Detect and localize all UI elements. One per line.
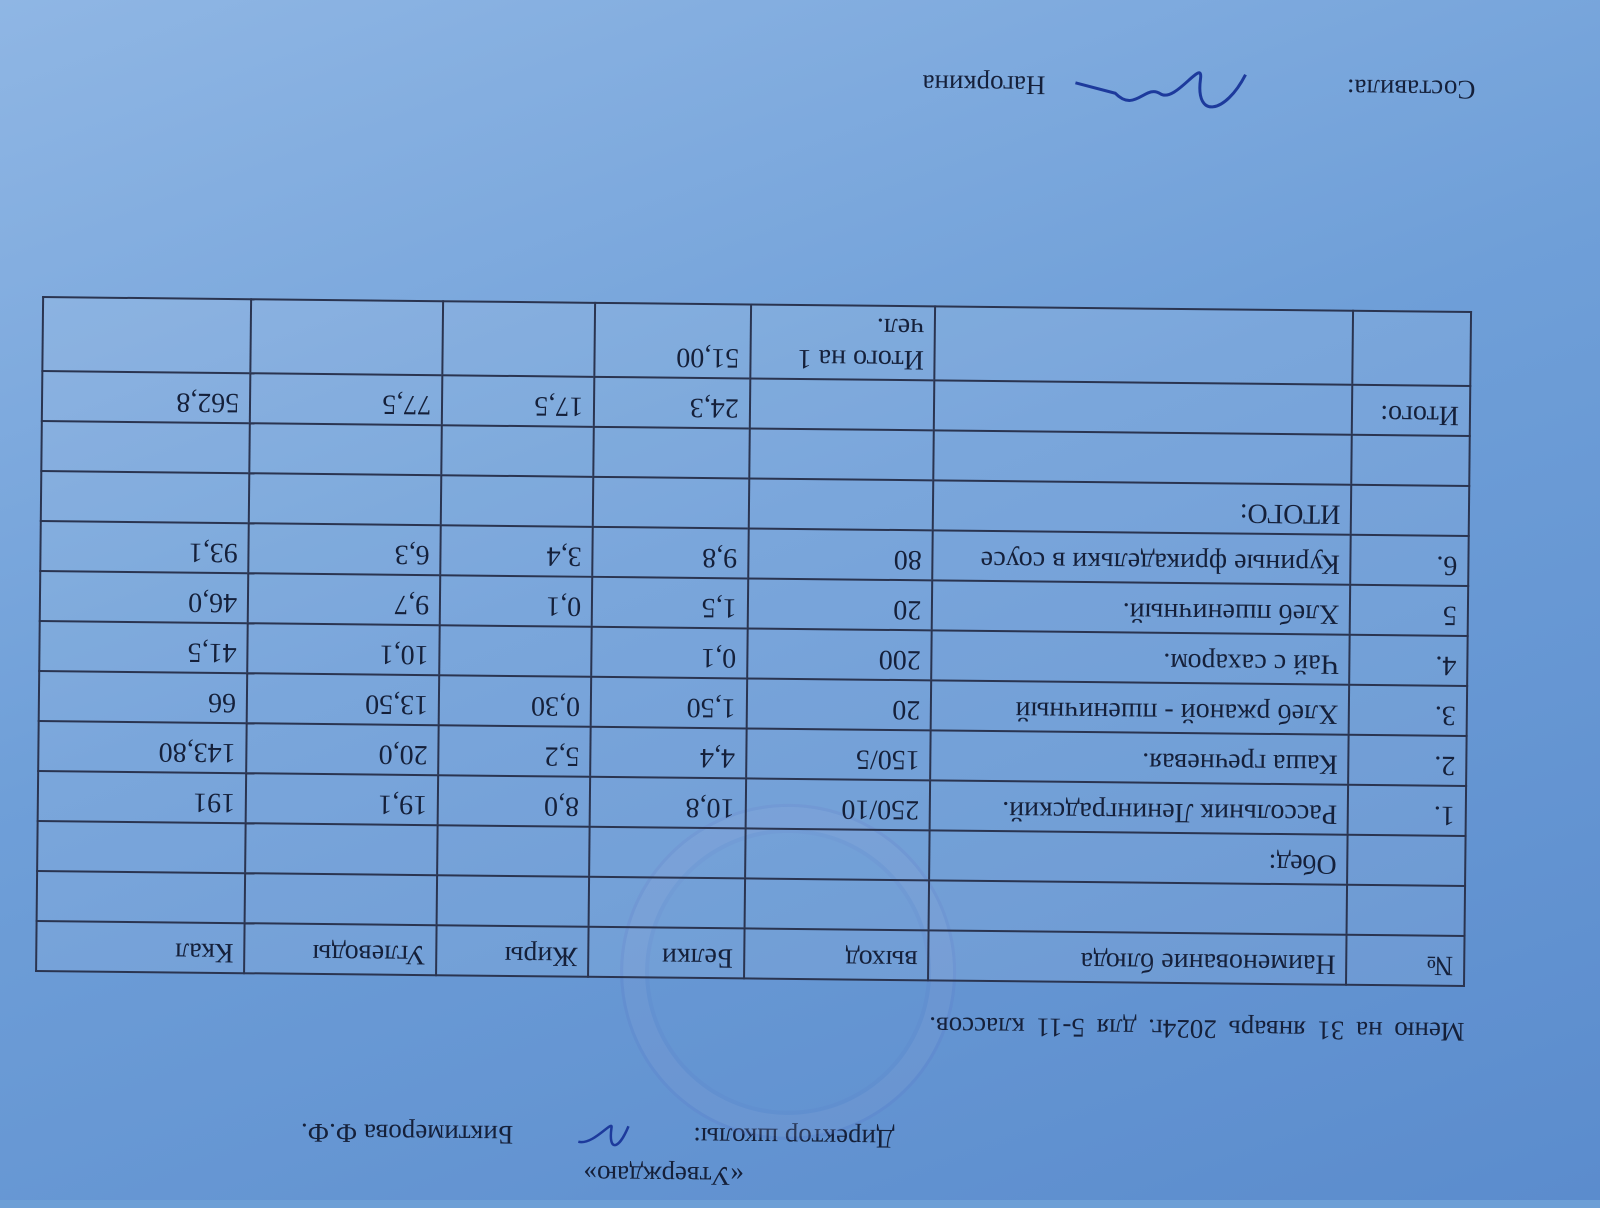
table-cell: 46,0 [40,571,249,623]
director-label: Директор школы: [693,1121,895,1155]
table-cell: 66 [39,671,248,723]
header-cell: Наименование блюда [928,930,1347,984]
table-cell: 9,7 [248,573,441,625]
table-cell: 19,1 [246,773,439,825]
table-cell: 4. [1350,635,1468,686]
compiler-name: Нагоркина [922,69,1046,101]
table-cell: 191 [38,771,247,823]
table-cell: 20 [746,678,931,730]
itogo-caps-label: ИТОГО: [933,480,1352,534]
table-cell: 6,3 [249,523,442,575]
total-kkal: 562,8 [42,371,251,423]
table-cell: 41,5 [39,621,248,673]
table-cell: Хлеб ржаной - пшеничный [931,680,1350,734]
table-cell: 20 [747,578,932,630]
table-cell: 20,0 [246,723,439,775]
table-cell: 3,4 [441,525,593,577]
table-cell: 5,2 [438,725,590,777]
table-cell: 4,4 [590,727,746,779]
table-cell: 2. [1349,735,1467,786]
header-cell: Белки [588,927,744,979]
director-name: Биктимерова Ф.Ф. [300,1117,514,1151]
table-cell: 5 [1350,585,1468,636]
table-cell: 200 [747,628,932,680]
section-label: Обед: [929,830,1348,884]
table-cell: 8,0 [438,775,590,827]
table-cell: 6. [1351,535,1469,586]
table-cell: 10,8 [590,777,746,829]
table-cell: 3. [1349,685,1467,736]
table-cell: 1. [1348,785,1466,836]
compiler-signature-icon [1065,48,1256,125]
total-belki: 24,3 [594,377,750,429]
header-cell: выход [744,928,929,980]
header-cell: Жиры [436,925,588,977]
menu-title: Меню на 31 январь 2024г. для 5-11 классов. [928,1011,1465,1047]
table-cell: 0,30 [439,675,591,727]
director-signature-icon [573,1116,633,1157]
table-cell: Хлеб пшеничный. [932,580,1351,634]
header-cell: Углеводы [244,923,437,975]
table-cell: 13,50 [247,673,440,725]
approval-heading: «Утверждаю» [583,1159,745,1192]
table-cell [439,625,591,677]
table-cell: Чай с сахаром. [932,630,1351,684]
totals-label: Итого: [1352,385,1470,436]
table-cell: 93,1 [40,521,249,573]
header-cell: Ккал [36,921,245,973]
table-cell: 250/10 [745,778,930,830]
table-cell: 1,50 [591,677,747,729]
menu-table [35,296,1472,987]
compiled-by-label: Составила: [1346,73,1476,106]
table-cell: Рассольник Ленинградский. [930,780,1349,834]
per-person-row [42,297,1471,386]
total-zhiry: 17,5 [442,375,594,427]
table-cell: 1,5 [592,577,748,629]
table-cell: 143,80 [38,721,247,773]
total-uglevody: 77,5 [250,373,443,425]
table-cell: Каша гречневая. [931,730,1350,784]
per-person-label: Итого на 1 чел. [750,304,935,380]
table-cell: Куриные фрикадельки в соусе [933,530,1352,584]
table-cell: 9,8 [592,527,748,579]
table-cell: 10,1 [247,623,440,675]
header-cell: № [1346,935,1464,986]
table-cell: 80 [748,528,933,580]
table-cell: 0,1 [591,627,747,679]
table-cell: 150/5 [746,728,931,780]
compiled-by-block [155,38,1476,127]
table-cell: 0,1 [440,575,592,627]
per-person-value: 51,00 [595,303,751,379]
